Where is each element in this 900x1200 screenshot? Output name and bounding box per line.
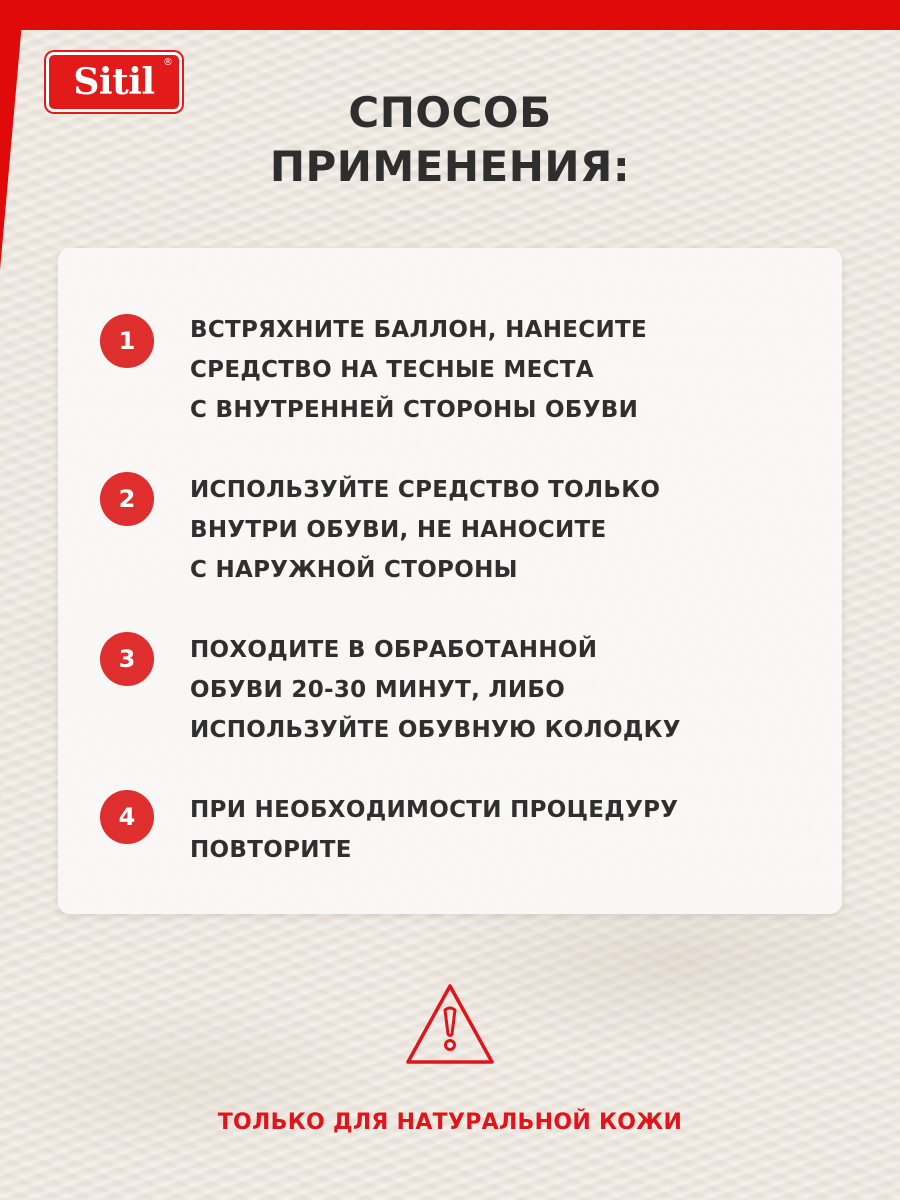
step-text-line: ПОХОДИТЕ В ОБРАБОТАННОЙ: [190, 637, 598, 663]
registered-mark: ®: [163, 57, 173, 68]
step-number-badge: 1: [100, 314, 154, 368]
step-text-line: С ВНУТРЕННЕЙ СТОРОНЫ ОБУВИ: [190, 397, 639, 423]
step-text-line: ПОВТОРИТЕ: [190, 837, 352, 863]
title-line-2: ПРИМЕНЕНИЯ:: [269, 142, 631, 191]
step-text-line: ВНУТРИ ОБУВИ, НЕ НАНОСИТЕ: [190, 517, 607, 543]
instructions-card: [58, 248, 842, 914]
left-red-wedge: [0, 0, 24, 270]
natural-leather-warning: ТОЛЬКО ДЛЯ НАТУРАЛЬНОЙ КОЖИ: [217, 1110, 683, 1135]
sitil-logo: [46, 52, 182, 112]
step-number-badge: 2: [100, 472, 154, 526]
step-number-badge: 3: [100, 632, 154, 686]
step-text: [190, 470, 820, 590]
step-text: [190, 630, 820, 750]
step-text-line: СРЕДСТВО НА ТЕСНЫЕ МЕСТА: [190, 357, 594, 383]
step-text-line: ИСПОЛЬЗУЙТЕ ОБУВНУЮ КОЛОДКУ: [190, 717, 681, 743]
warning-triangle-icon: [404, 982, 496, 1066]
step-text-line: ОБУВИ 20-30 МИНУТ, ЛИБО: [190, 677, 566, 703]
top-red-bar: [0, 0, 900, 30]
step-text-line: ВСТРЯХНИТЕ БАЛЛОН, НАНЕСИТЕ: [190, 317, 648, 343]
logo-text: Sitil: [73, 61, 155, 103]
step-text-line: С НАРУЖНОЙ СТОРОНЫ: [190, 557, 518, 583]
step-text: [190, 310, 820, 430]
page-title: [180, 86, 720, 194]
step-number-badge: 4: [100, 790, 154, 844]
title-line-1: СПОСОБ: [348, 88, 552, 137]
step-text-line: ИСПОЛЬЗУЙТЕ СРЕДСТВО ТОЛЬКО: [190, 477, 661, 503]
step-text-line: ПРИ НЕОБХОДИМОСТИ ПРОЦЕДУРУ: [190, 797, 679, 823]
step-text: [190, 790, 820, 870]
